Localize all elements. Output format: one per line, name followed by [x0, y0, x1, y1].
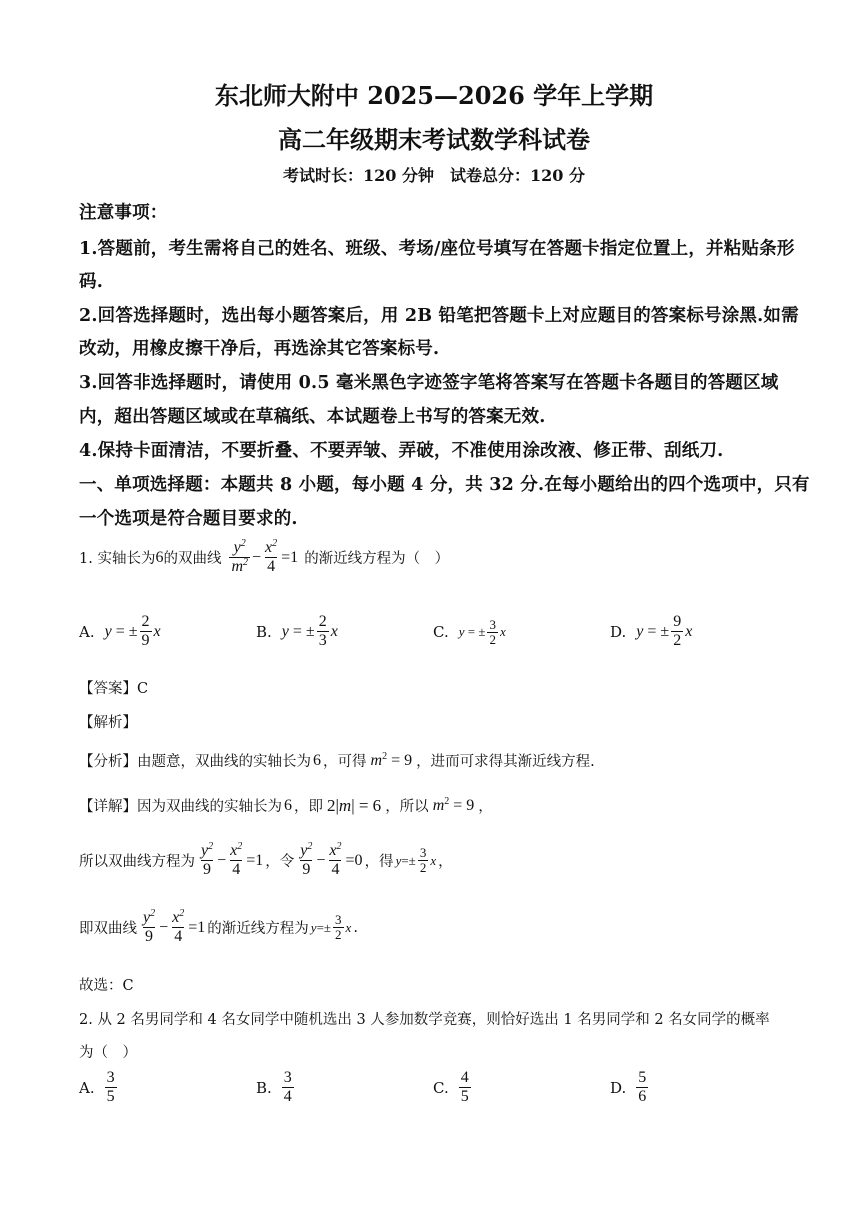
q1-xiangjie	[79, 795, 493, 816]
option-letter: D.	[610, 622, 627, 641]
fenxi-text-c: ，进而可求得其渐近线方程.	[416, 754, 595, 770]
q1-option-a	[79, 614, 161, 649]
xiangjie-text-a: 因为双曲线的实轴长为	[137, 799, 282, 815]
line3-text-b: 的渐近线方程为	[207, 921, 309, 938]
option-fraction	[282, 1070, 294, 1105]
option-denominator: 2	[489, 631, 496, 647]
q2-option-b	[256, 1070, 296, 1105]
fenxi-text-b: ，可得	[323, 754, 367, 770]
q2-stem-line2: 为（ ）	[79, 1045, 137, 1061]
xiangjie-text-b: ，即	[294, 799, 323, 815]
q1-line3	[79, 910, 358, 945]
asymptote-final: y =± $\frac{3}{2}$ x	[310, 912, 352, 942]
exam-info: 考试时长：120 分钟 试卷总分：120 分	[283, 166, 585, 185]
option-letter: B.	[256, 622, 272, 641]
option-formula: y = ± $\frac{9}{2}$ x	[636, 613, 693, 649]
exam-title-line2: 高二年级期末考试数学科试卷	[278, 125, 590, 154]
xiangjie-six: 6	[284, 796, 292, 814]
line2-text-a: 所以双曲线方程为	[79, 854, 195, 871]
q2-option-a	[79, 1070, 119, 1105]
q1-prefix: 1. 实轴长为	[79, 551, 156, 568]
q1-choice: 故选：C	[79, 978, 134, 994]
option-numerator: 2	[141, 613, 150, 630]
option-denominator: 2	[673, 631, 682, 649]
option-fraction	[105, 1070, 117, 1105]
option-numerator: 9	[673, 613, 682, 630]
q2-stem-line1: 2. 从 2 名男同学和 4 名女同学中随机选出 3 人参加数学竞赛，则恰好选出 1 名男同学和 2 名女同学的概率	[79, 1012, 770, 1028]
fenxi-m2-eq-9: $m^2 = 9$	[370, 750, 413, 769]
xiangjie-m2-eq-9: $m^2 = 9$	[432, 795, 475, 814]
option-numerator: 3	[106, 1069, 115, 1086]
hyperbola-equation-final: $\frac{y^2}{9}$ − $\frac{x^2}{4}$ =1	[143, 908, 206, 945]
q1-fenxi	[79, 750, 595, 771]
asymptote-result: y =± $\frac{3}{2}$ x	[395, 845, 437, 875]
fenxi-tag: 【分析】	[79, 754, 137, 770]
option-letter: D.	[610, 1078, 627, 1097]
option-formula: y = ± $\frac{2}{9}$ x	[104, 613, 161, 649]
note-3-line2: 内，超出答题区域或在草稿纸、本试题卷上书写的答案无效.	[79, 407, 546, 427]
section1-line1: 一、单项选择题：本题共 8 小题，每小题 4 分，共 32 分.在每小题给出的四个选项中，只有	[79, 475, 810, 495]
option-denominator: 4	[283, 1087, 292, 1105]
option-denominator: 5	[106, 1087, 115, 1105]
exam-title-line1: 东北师大附中 2025—2026 学年上学期	[214, 81, 654, 110]
note-2-line2: 改动，用橡皮擦干净后，再选涂其它答案标号.	[79, 339, 440, 359]
option-numerator: 3	[489, 617, 496, 632]
option-fraction	[636, 1070, 648, 1105]
xiangjie-text-c: ，所以	[385, 799, 429, 815]
option-letter: A.	[79, 1078, 95, 1097]
option-formula: y = ± $\frac{3}{2}$ x	[458, 617, 506, 647]
option-formula: y = ± $\frac{2}{3}$ x	[281, 613, 338, 649]
fenxi-six: 6	[313, 751, 321, 769]
option-denominator: 6	[638, 1087, 647, 1105]
q1-suffix: 的渐近线方程为（ ）	[304, 551, 450, 568]
xiangjie-text-d: ，	[478, 799, 493, 815]
q1-option-c	[433, 618, 506, 647]
line3-text-c: .	[353, 919, 358, 936]
option-numerator: 4	[460, 1069, 469, 1086]
option-letter: A.	[79, 622, 95, 641]
line2-text-c: ，得	[364, 854, 394, 871]
q1-stem	[79, 540, 449, 575]
note-2-line1: 2.回答选择题时，选出每小题答案后，用 2B 铅笔把答题卡上对应题目的答案标号涂黑.如需	[79, 306, 799, 326]
line2-text-d: ，	[438, 854, 453, 871]
option-letter: C.	[433, 1078, 449, 1097]
option-denominator: 3	[318, 631, 327, 649]
option-denominator: 9	[141, 631, 150, 649]
fenxi-text-a: 由题意，双曲线的实轴长为	[137, 754, 311, 770]
q1-analysis-heading: 【解析】	[79, 715, 137, 731]
note-3-line1: 3.回答非选择题时，请使用 0.5 毫米黑色字迹签字笔将答案写在答题卡各题目的答题区域	[79, 373, 779, 393]
xiangjie-abs-m: 2|m| = 6	[327, 795, 382, 815]
q2-option-c	[433, 1070, 473, 1105]
q1-answer: 【答案】C	[79, 681, 149, 697]
option-denominator: 5	[460, 1087, 469, 1105]
hyperbola-equation-9: $\frac{y^2}{9}$ − $\frac{x^2}{4}$ =1	[201, 841, 264, 878]
option-numerator: 2	[318, 613, 327, 630]
q1-hyperbola-equation: $\frac{y^2}{m^2}$ − $\frac{x^2}{4}$ =1	[231, 538, 299, 575]
q1-axis-length: 6	[155, 548, 164, 566]
asymptote-equation-zero: $\frac{y^2}{9}$ − $\frac{x^2}{4}$ =0	[300, 841, 363, 878]
xiangjie-tag: 【详解】	[79, 799, 137, 815]
q1-option-d	[610, 614, 692, 649]
note-4: 4.保持卡面清洁，不要折叠、不要弄皱、弄破，不准使用涂改液、修正带、刮纸刀.	[79, 441, 724, 461]
q1-option-b	[256, 614, 338, 649]
option-letter: C.	[433, 623, 449, 642]
option-numerator: 5	[638, 1069, 647, 1086]
q2-option-d	[610, 1070, 650, 1105]
line3-text-a: 即双曲线	[79, 921, 137, 938]
q1-line2	[79, 843, 453, 878]
option-fraction	[459, 1070, 471, 1105]
notes-heading: 注意事项：	[79, 203, 168, 223]
section1-line2: 一个选项是符合题目要求的.	[79, 509, 298, 529]
option-numerator: 3	[283, 1069, 292, 1086]
q1-mid: 的双曲线	[163, 551, 222, 568]
option-letter: B.	[256, 1078, 272, 1097]
line2-text-b: ，令	[265, 854, 295, 871]
note-1-line1: 1.答题前，考生需将自己的姓名、班级、考场/座位号填写在答题卡指定位置上，并粘贴条形	[79, 239, 795, 259]
note-1-line2: 码.	[79, 272, 103, 292]
